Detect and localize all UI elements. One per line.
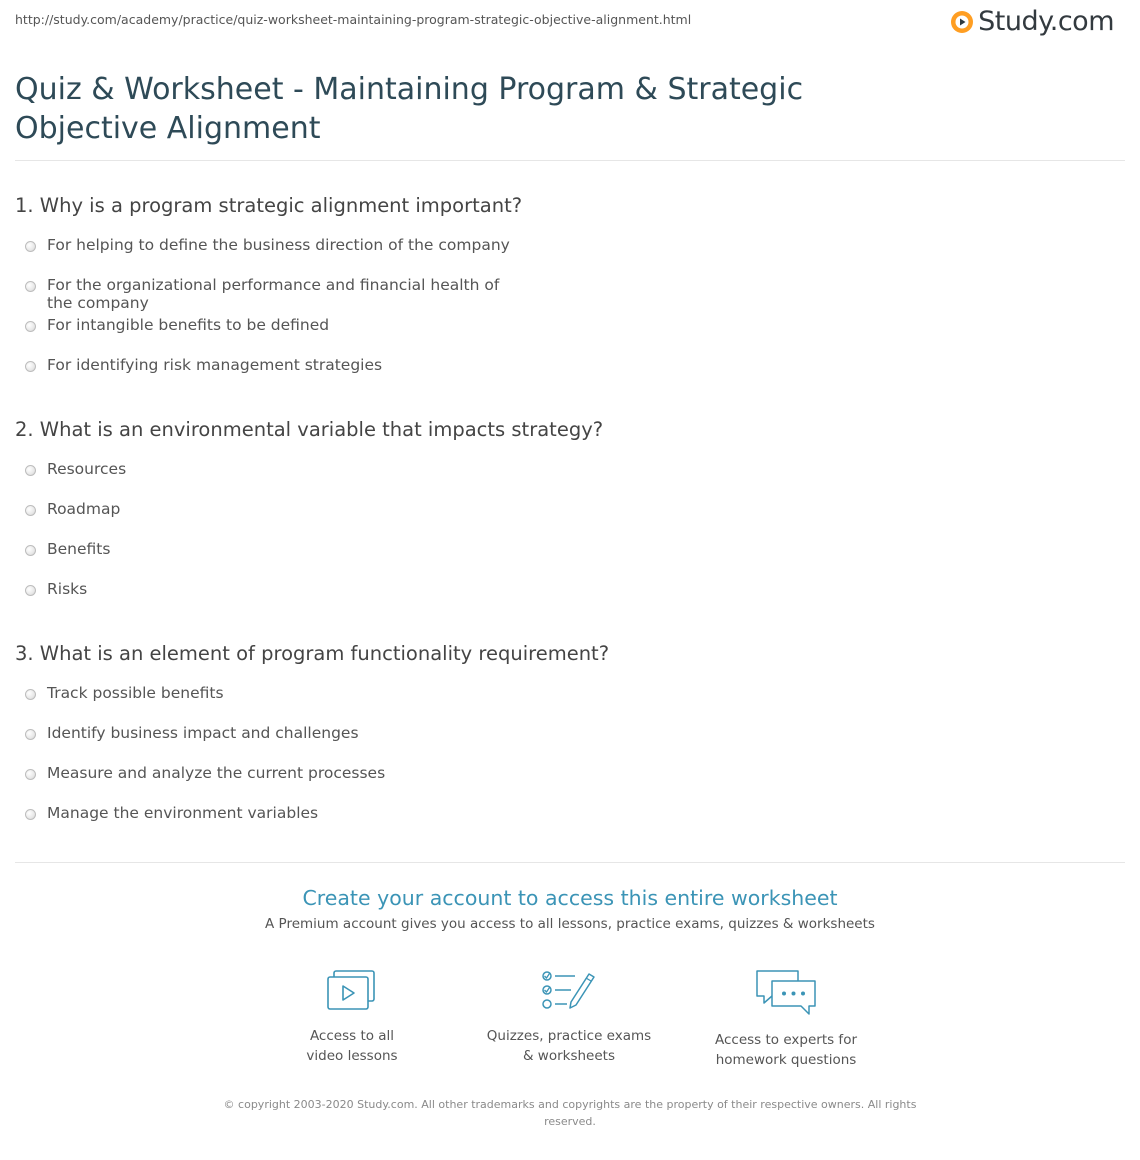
feature-label-text: Access to all video lessons bbox=[306, 1028, 398, 1064]
question-text: 1. Why is a program strategic alignment important? bbox=[15, 194, 523, 217]
answer-label: For identifying risk management strategies bbox=[47, 356, 383, 374]
play-circle-icon bbox=[950, 10, 974, 34]
radio-button[interactable] bbox=[25, 465, 36, 476]
radio-button[interactable] bbox=[25, 281, 36, 292]
feature-label bbox=[696, 1030, 876, 1070]
page-title: Quiz & Worksheet - Maintaining Program & Strategic Objective Alignment bbox=[15, 72, 804, 146]
answer-label: For helping to define the business direction of the company bbox=[47, 236, 510, 254]
chat-bubbles-icon bbox=[754, 968, 818, 1018]
answer-option[interactable] bbox=[15, 227, 522, 267]
quiz-checklist-icon bbox=[541, 968, 597, 1014]
page-url: http://study.com/academy/practice/quiz-worksheet-maintaining-program-strategic-objective-alignment.html bbox=[15, 12, 692, 27]
question-text: 3. What is an element of program functionality requirement? bbox=[15, 642, 610, 665]
radio-button[interactable] bbox=[25, 729, 36, 740]
radio-button[interactable] bbox=[25, 689, 36, 700]
radio-button[interactable] bbox=[25, 361, 36, 372]
question-2 bbox=[15, 418, 603, 611]
header-divider bbox=[15, 160, 1125, 161]
answer-label: Benefits bbox=[47, 540, 111, 558]
radio-button[interactable] bbox=[25, 241, 36, 252]
answer-label: Track possible benefits bbox=[47, 684, 224, 702]
answer-option[interactable] bbox=[15, 571, 603, 611]
answer-label: For the organizational performance and financial health of the company bbox=[47, 276, 500, 312]
radio-button[interactable] bbox=[25, 321, 36, 332]
answer-option[interactable] bbox=[15, 451, 603, 491]
answer-option[interactable] bbox=[15, 307, 522, 347]
answer-option[interactable] bbox=[15, 755, 609, 795]
radio-button[interactable] bbox=[25, 809, 36, 820]
study-logo[interactable] bbox=[950, 6, 1114, 37]
logo-text: Study.com bbox=[978, 6, 1114, 37]
feature-video-lessons bbox=[262, 968, 442, 1066]
radio-button[interactable] bbox=[25, 505, 36, 516]
answer-label: Roadmap bbox=[47, 500, 121, 518]
feature-label bbox=[262, 1026, 442, 1066]
feature-label bbox=[479, 1026, 659, 1066]
content-divider bbox=[15, 862, 1125, 863]
premium-description: A Premium account gives you access to all lessons, practice exams, quizzes & worksheets bbox=[265, 916, 875, 932]
answer-label: Identify business impact and challenges bbox=[47, 724, 359, 742]
answer-option[interactable] bbox=[15, 267, 522, 312]
video-lessons-icon bbox=[326, 968, 378, 1014]
answer-option[interactable] bbox=[15, 347, 522, 387]
answer-label: For intangible benefits to be defined bbox=[47, 316, 330, 334]
feature-label-text: Access to experts for homework questions bbox=[714, 1032, 857, 1068]
feature-experts bbox=[696, 968, 876, 1070]
question-3 bbox=[15, 642, 609, 835]
feature-label-text: Quizzes, practice exams & worksheets bbox=[486, 1028, 652, 1064]
question-text: 2. What is an environmental variable that impacts strategy? bbox=[15, 418, 604, 441]
answer-option[interactable] bbox=[15, 531, 603, 571]
answer-label: Manage the environment variables bbox=[47, 804, 319, 822]
answer-option[interactable] bbox=[15, 491, 603, 531]
question-1 bbox=[15, 194, 522, 387]
radio-button[interactable] bbox=[25, 585, 36, 596]
answer-label: Resources bbox=[47, 460, 127, 478]
answer-label: Measure and analyze the current processes bbox=[47, 764, 386, 782]
answer-option[interactable] bbox=[15, 715, 609, 755]
create-account-link[interactable]: Create your account to access this entire worksheet bbox=[302, 886, 838, 910]
feature-quizzes bbox=[479, 968, 659, 1066]
radio-button[interactable] bbox=[25, 769, 36, 780]
answer-option[interactable] bbox=[15, 795, 609, 835]
radio-button[interactable] bbox=[25, 545, 36, 556]
answer-option[interactable] bbox=[15, 675, 609, 715]
copyright-notice: © copyright 2003-2020 Study.com. All other trademarks and copyrights are the property of their respective owners. All rights reserved. bbox=[223, 1098, 917, 1128]
answer-label: Risks bbox=[47, 580, 88, 598]
